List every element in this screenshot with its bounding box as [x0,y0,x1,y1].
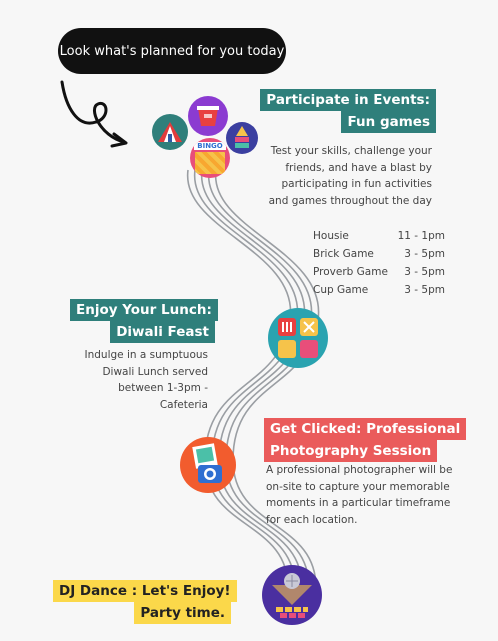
dance-title-line2: Party time. [134,602,231,624]
header-text: Look what's planned for you today [59,43,285,59]
disco-ball-icon [262,565,322,625]
dance-title [53,580,231,624]
bingo-label: BINGO [194,142,226,150]
header-banner [58,28,286,74]
food-icon [268,308,328,368]
events-description: Test your skills, challenge your friends, and have a blast by participating in fun activities and games throughout the day [268,145,432,207]
events-title [236,89,436,133]
lunch-description: Indulge in a sumptuous Diwali Lunch served between 1-3pm -Cafeteria [84,349,208,411]
events-title-line2: Fun games [341,111,436,133]
lunch-title [70,299,215,343]
carnival-tent-icon [152,114,188,150]
lunch-title-line1: Enjoy Your Lunch: [70,299,218,321]
dance-title-line1: DJ Dance : Let's Enjoy! [53,580,237,602]
events-title-line1: Participate in Events: [260,89,436,111]
photo-title [264,418,464,462]
schedule-row: Housie 11 - 1pm [313,230,445,242]
camera-icon [180,437,236,493]
photo-description: A professional photographer will be on-site to capture your memorable moments in a particular timeframe for each location. [266,464,453,526]
cups-icon [188,96,228,136]
photo-title-line2: Photography Session [264,440,437,462]
photo-title-line1: Get Clicked: Professional [264,418,466,440]
bingo-card-icon [190,138,230,178]
events-schedule [313,227,447,299]
schedule-row: Brick Game 3 - 5pm [313,248,445,260]
schedule-row: Proverb Game 3 - 5pm [313,266,445,278]
schedule-row: Cup Game 3 - 5pm [313,284,445,296]
lunch-title-line2: Diwali Feast [110,321,215,343]
arrow-doodle-icon [58,78,138,150]
